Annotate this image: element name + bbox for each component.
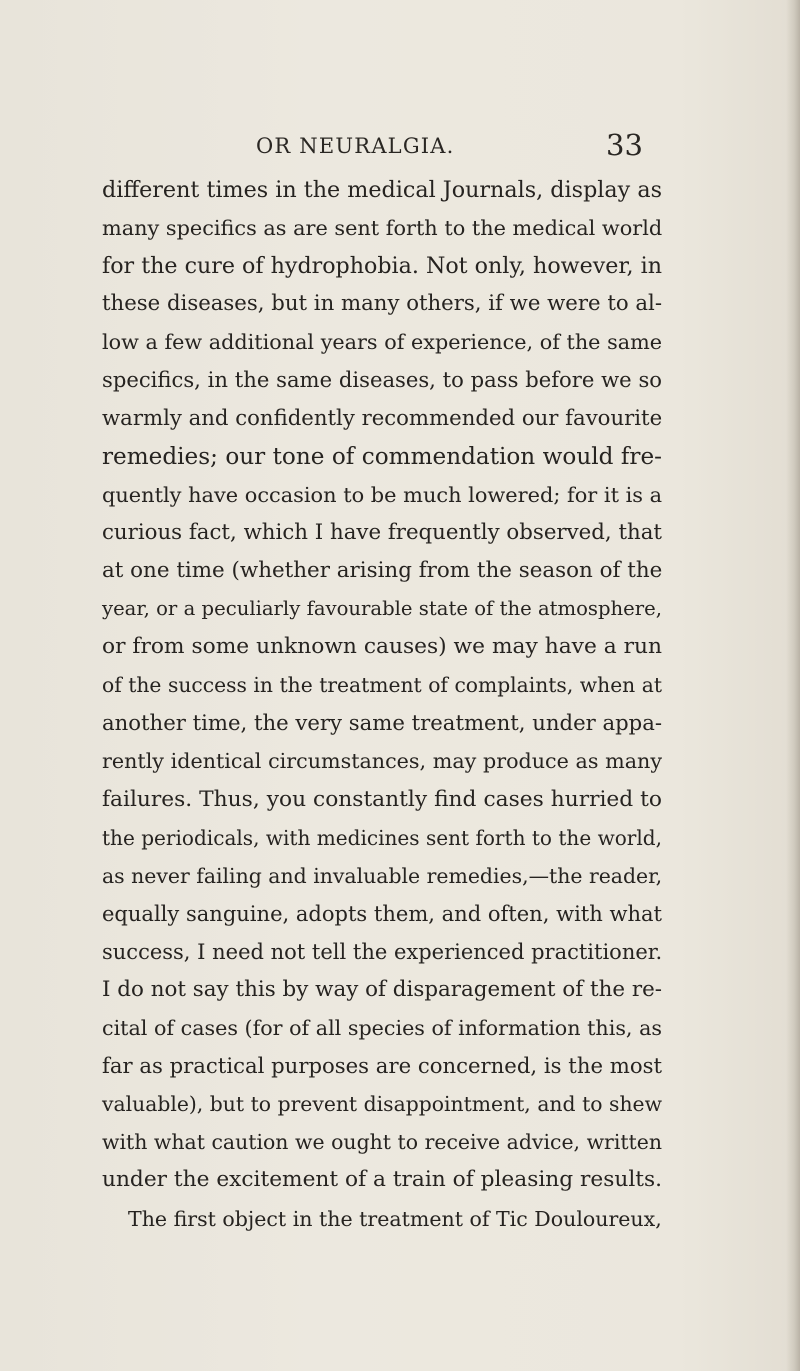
text-line: specifics, in the same diseases, to pass before we so	[102, 367, 662, 393]
text-line: I do not say this by way of disparagement of the re-	[102, 976, 662, 1002]
text-line: equally sanguine, adopts them, and often, with what	[102, 900, 662, 926]
text-line: the periodicals, with medicines sent forth to the world,	[102, 825, 662, 850]
text-line: warmly and confidently recommended our favourite	[102, 405, 663, 431]
text-line: of the success in the treatment of complaints, when at	[102, 673, 662, 698]
text-line: at one time (whether arising from the season of the	[102, 557, 663, 583]
text-line: with what caution we ought to receive advice, written	[102, 1130, 662, 1155]
text-line: failures. Thus, you constantly find cases hurried to	[102, 786, 662, 812]
text-line: cital of cases (for of all species of information this, as	[102, 1016, 662, 1041]
text-line: another time, the very same treatment, under appa-	[102, 710, 663, 736]
text-line: rently identical circumstances, may produce as many	[102, 749, 662, 774]
text-line: many specifics as are sent forth to the medical world	[102, 216, 663, 241]
text-line: low a few additional years of experience, of the same	[102, 330, 662, 355]
page-edge-shadow	[786, 0, 800, 1371]
text-line: curious fact, which I have frequently observed, that	[102, 519, 662, 545]
page-number: 33	[606, 128, 643, 162]
text-line: remedies; our tone of commendation would fre-	[102, 443, 662, 470]
text-line: far as practical purposes are concerned, is the most	[102, 1053, 662, 1079]
text-line: year, or a peculiarly favourable state of the atmosphere,	[102, 597, 662, 621]
text-line: as never failing and invaluable remedies,—the reader,	[102, 863, 663, 888]
text-line: or from some unknown causes) we may have a run	[102, 634, 662, 660]
body-text	[102, 171, 662, 1238]
text-line: success, I need not tell the experienced practitioner.	[102, 939, 663, 964]
text-line: for the cure of hydrophobia. Not only, however, in	[102, 253, 662, 280]
text-line: different times in the medical Journals, display as	[102, 177, 662, 203]
paragraph-start-line: The first object in the treatment of Tic Douloureux,	[128, 1206, 662, 1231]
text-line: valuable), but to prevent disappointment, and to shew	[102, 1092, 662, 1117]
text-line: quently have occasion to be much lowered; for it is a	[102, 482, 663, 507]
running-title: OR NEURALGIA.	[256, 134, 455, 158]
text-line: these diseases, but in many others, if we were to al-	[102, 291, 662, 317]
running-head	[0, 128, 800, 162]
text-line: under the excitement of a train of pleasing results.	[102, 1167, 662, 1193]
